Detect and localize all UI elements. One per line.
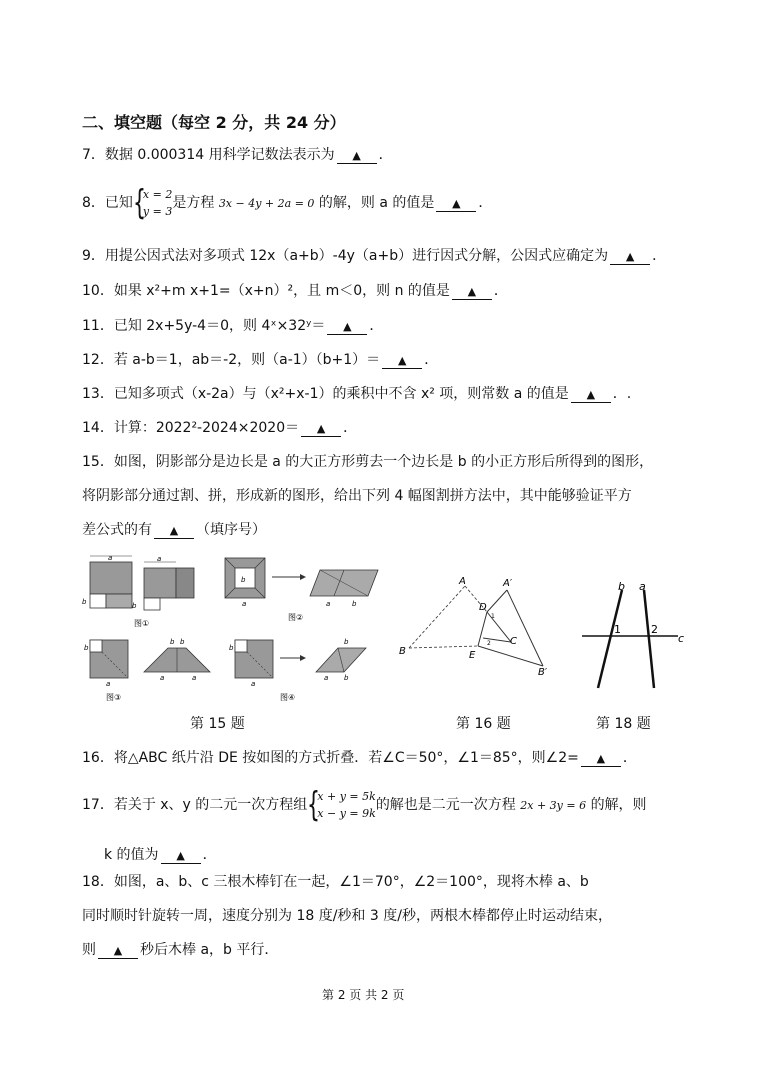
question-14-end: ．: [343, 420, 358, 436]
answer-blank-14[interactable]: ▲: [301, 422, 341, 437]
question-14-text: 14．计算：2022²-2024×2020＝: [82, 420, 300, 436]
answer-blank-13[interactable]: ▲: [571, 388, 611, 403]
question-16-end: ．: [622, 750, 637, 766]
brace-icon: {: [307, 785, 321, 825]
angle-2-label: 2: [651, 623, 658, 636]
angle-1-label: 1: [491, 613, 495, 620]
fig-caption-4: 图④: [280, 693, 296, 702]
question-10: [82, 281, 508, 301]
question-10-text: 10．如果 x²+m x+1=（x+n）²，且 m＜0，则 n 的值是: [82, 283, 450, 299]
fig-caption-2: 图②: [288, 613, 304, 622]
fig-label-a: a: [242, 600, 247, 608]
system-17-eq2: x − y = 9k: [317, 807, 376, 820]
question-16: [82, 748, 637, 768]
fig-caption-1: 图①: [134, 619, 150, 628]
page-footer: 第 2 页 共 2 页: [322, 988, 405, 1002]
answer-blank-9[interactable]: ▲: [610, 250, 650, 265]
answer-blank-12[interactable]: ▲: [382, 354, 422, 369]
question-8-mid: 是方程: [172, 195, 215, 211]
figure-15-part-2: [225, 558, 378, 622]
question-13-text: 13．已知多项式（x-2a）与（x²+x-1）的乘积中不含 x² 项，则常数 a 的值是: [82, 386, 569, 402]
fig-label-b: b: [344, 638, 349, 646]
question-17-mid: 的解也是二元一次方程: [375, 797, 516, 813]
fig-label-b: b: [132, 602, 137, 610]
fig-label-b: b: [229, 644, 234, 652]
point-B-prime-label: B′: [538, 667, 548, 677]
question-17-line2: [104, 845, 217, 865]
question-17-end: ．: [202, 847, 217, 863]
question-8: [82, 183, 493, 223]
answer-blank-11[interactable]: ▲: [327, 320, 367, 335]
figure-18: [578, 580, 688, 690]
brace-icon: {: [132, 183, 146, 223]
question-15-line3: [82, 520, 266, 540]
figure-15: [82, 552, 382, 712]
point-E-label: E: [469, 650, 476, 661]
question-8-post: 的解，则 a 的值是: [318, 195, 435, 211]
system-8-eq2: y = 3: [142, 205, 173, 218]
question-12: [82, 350, 438, 370]
equation-system-17: [307, 785, 376, 825]
fig-label-a: a: [326, 600, 331, 608]
answer-blank-10[interactable]: ▲: [452, 285, 492, 300]
question-15-line2: 将阴影部分通过割、拼，形成新的图形，给出下列 4 幅图割拼方法中，其中能够验证平方: [82, 488, 632, 504]
fig-label-a: a: [108, 554, 113, 562]
question-15-line1: 15．如图，阴影部分是边长是 a 的大正方形剪去一个边长是 b 的小正方形后所得到的图形，: [82, 454, 654, 470]
question-17-equation: 2x + 3y = 6: [520, 799, 587, 812]
equation-system-8: [132, 183, 173, 223]
fig-label-a: a: [157, 555, 162, 563]
question-9: [82, 246, 666, 266]
question-11-text: 11．已知 2x+5y-4＝0，则 4ˣ×32ʸ＝: [82, 318, 326, 334]
fig-label-a: a: [251, 680, 256, 688]
answer-blank-8[interactable]: ▲: [436, 197, 476, 212]
question-15-line3-end: （填序号）: [196, 522, 266, 538]
fig-label-b: b: [170, 638, 175, 646]
question-11: [82, 316, 383, 336]
question-18-line3-pre: 则: [82, 942, 96, 958]
caption-q16: 第 16 题: [456, 716, 511, 732]
caption-q18: 第 18 题: [596, 716, 651, 732]
question-13: [82, 384, 631, 404]
fig-label-a: a: [106, 680, 111, 688]
question-17-line2-text: k 的值为: [104, 847, 159, 863]
fig-label-b: b: [352, 600, 357, 608]
fig-caption-3: 图③: [106, 693, 122, 702]
answer-blank-15[interactable]: ▲: [154, 524, 194, 539]
question-17-post: 的解，则: [590, 797, 647, 813]
caption-q15: 第 15 题: [190, 716, 245, 732]
question-8-end: ．: [478, 195, 493, 211]
answer-blank-18[interactable]: ▲: [98, 944, 138, 959]
rod-b-label: b: [618, 580, 625, 593]
question-17-pre: 17．若关于 x、y 的二元一次方程组: [82, 797, 308, 813]
question-9-text: 9．用提公因式法对多项式 12x（a+b）-4y（a+b）进行因式分解，公因式应确定为: [82, 248, 609, 264]
question-11-end: ．: [369, 318, 384, 334]
system-8-eq1: x = 2: [142, 188, 173, 201]
question-8-pre: 8．已知: [82, 195, 133, 211]
angle-2-label: 2: [487, 640, 491, 647]
figure-15-part-3: [84, 638, 210, 702]
question-7-text: 7．数据 0.000314 用科学记数法表示为: [82, 147, 335, 163]
fig-label-b: b: [344, 674, 349, 682]
question-13-end: ．.: [612, 386, 632, 402]
angle-1-label: 1: [614, 623, 621, 636]
question-7-end: ．: [378, 147, 393, 163]
question-10-end: ．: [493, 283, 508, 299]
question-17: [82, 785, 647, 825]
question-7: [82, 145, 393, 165]
question-18-line3: [82, 940, 278, 960]
question-8-equation: 3x − 4y + 2a = 0: [218, 197, 315, 210]
point-C-label: C: [510, 636, 517, 647]
answer-blank-7[interactable]: ▲: [337, 149, 377, 164]
point-A-label: A: [459, 576, 466, 587]
fig-label-a: a: [324, 674, 329, 682]
rod-a-label: a: [639, 580, 646, 593]
fig-label-b: b: [180, 638, 185, 646]
fig-label-b: b: [241, 576, 246, 584]
question-16-text: 16．将△ABC 纸片沿 DE 按如图的方式折叠．若∠C＝50°，∠1＝85°，则∠2=: [82, 750, 579, 766]
rod-c-label: c: [678, 632, 685, 645]
figure-16: [395, 572, 565, 677]
point-D-label: D: [479, 602, 487, 613]
question-12-text: 12．若 a-b＝1，ab＝-2，则（a-1）（b+1）＝: [82, 352, 381, 368]
question-14: [82, 418, 357, 438]
fig-label-b: b: [84, 644, 89, 652]
point-A-prime-label: A′: [503, 578, 513, 589]
question-18-line3-post: 秒后木棒 a，b 平行．: [140, 942, 279, 958]
fig-label-a: a: [192, 674, 197, 682]
question-9-end: ．: [652, 248, 667, 264]
question-15-line3-text: 差公式的有: [82, 522, 152, 538]
question-18-line2: 同时顺时针旋转一周，速度分别为 18 度/秒和 3 度/秒，两根木棒都停止时运动结束，: [82, 908, 612, 924]
figure-15-part-1: [82, 554, 194, 628]
figure-15-part-4: [229, 638, 366, 702]
fig-label-b: b: [82, 598, 87, 606]
question-12-end: ．: [424, 352, 439, 368]
fig-label-a: a: [160, 674, 165, 682]
section-title: 二、填空题（每空 2 分，共 24 分）: [82, 113, 346, 132]
system-17-eq1: x + y = 5k: [317, 790, 376, 803]
answer-blank-16[interactable]: ▲: [581, 752, 621, 767]
point-B-label: B: [399, 646, 406, 657]
answer-blank-17[interactable]: ▲: [161, 849, 201, 864]
question-18-line1: 18．如图，a、b、c 三根木棒钉在一起，∠1＝70°，∠2＝100°，现将木棒 a、b: [82, 874, 589, 890]
